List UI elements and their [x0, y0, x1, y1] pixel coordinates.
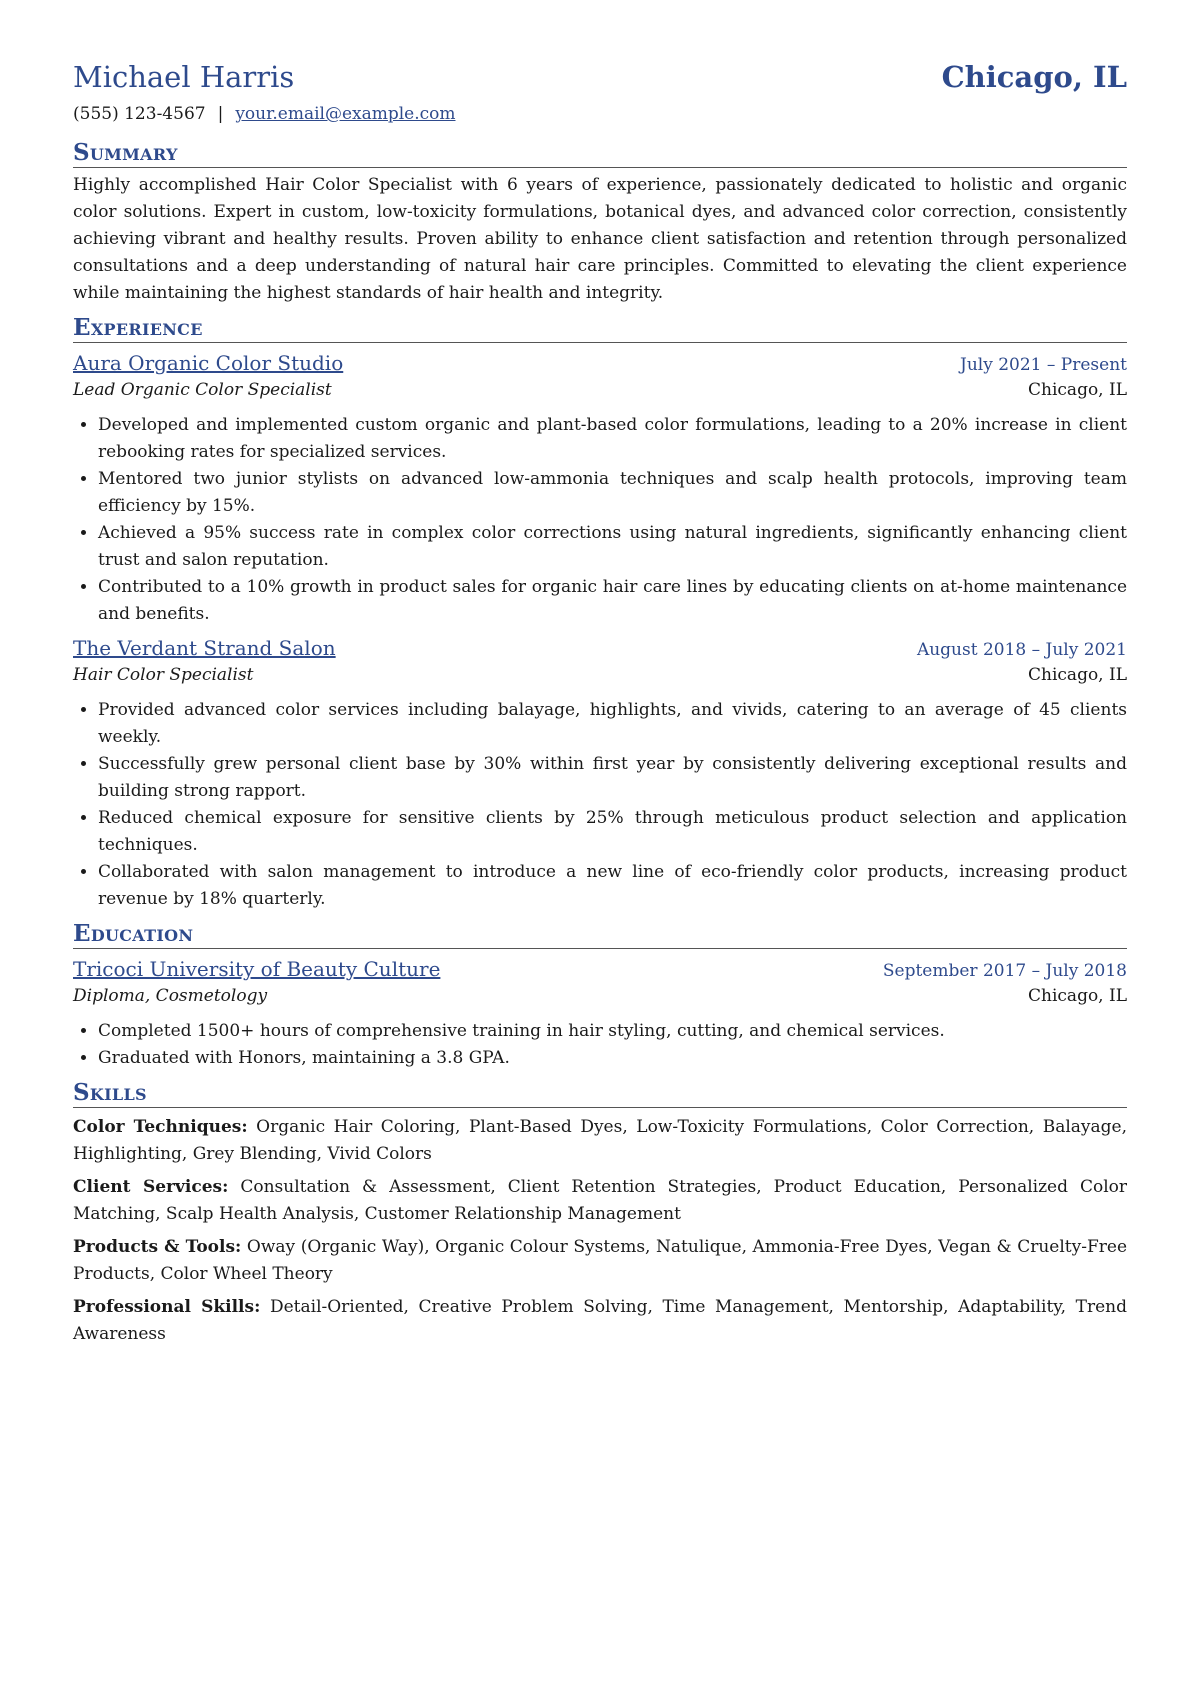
skill-group	[73, 1294, 1127, 1348]
skill-group	[73, 1174, 1127, 1228]
entry-dates: September 2017 – July 2018	[882, 961, 1127, 981]
candidate-name: Michael Harris	[73, 60, 295, 94]
skill-group-items: Organic Hair Coloring, Plant-Based Dyes, Low-Toxicity Formulations, Color Correction, Balayage, Highlighting, Grey Blending, Vivid Colors	[73, 1117, 1127, 1164]
entry-location: Chicago, IL	[1028, 986, 1127, 1006]
entry-location: Chicago, IL	[1028, 380, 1127, 400]
degree-title: Diploma, Cosmetology	[73, 986, 268, 1006]
job-title: Hair Color Specialist	[73, 665, 254, 685]
section-heading-experience: Experience	[73, 315, 1127, 343]
entry-location: Chicago, IL	[1028, 665, 1127, 685]
section-heading-education: Education	[73, 921, 1127, 949]
bullet-list	[73, 412, 1127, 628]
summary-paragraph: Highly accomplished Hair Color Specialist with 6 years of experience, passionately dedicated to holistic and organic color solutions. Expert in custom, low-toxicity formulations, botanical dyes, and advanced color correction, consistently achieving vibrant and healthy results. Proven ability to enhance client satisfaction and retention through personalized consultations and a deep understanding of natural hair care principles. Committed to elevating the client experience while maintaining the highest standards of hair health and integrity.	[73, 175, 1127, 303]
skill-group-label: Products & Tools:	[73, 1237, 242, 1257]
bullet-list	[73, 1018, 1127, 1072]
skill-group-label: Professional Skills:	[73, 1297, 261, 1317]
phone-number: (555) 123-4567	[73, 104, 206, 124]
bullet-item: • Successfully grew personal client base by 30% within first year by consistently delivering exceptional results and building strong rapport.	[98, 751, 1127, 805]
skill-group	[73, 1114, 1127, 1168]
skill-group-items: Consultation & Assessment, Client Retention Strategies, Product Education, Personalized Color Matching, Scalp Health Analysis, Customer Relationship Management	[73, 1177, 1127, 1224]
employer-link[interactable]: Aura Organic Color Studio	[73, 351, 344, 375]
entry-dates: July 2021 – Present	[960, 355, 1127, 375]
bullet-item: • Graduated with Honors, maintaining a 3.8 GPA.	[98, 1045, 1127, 1072]
experience-entry	[73, 349, 1127, 628]
resume-header	[73, 60, 1127, 94]
education-entry	[73, 955, 1127, 1072]
section-heading-skills: Skills	[73, 1080, 1127, 1108]
contact-separator: |	[217, 104, 224, 124]
email-link[interactable]: your.email@example.com	[235, 104, 456, 124]
skill-group	[73, 1234, 1127, 1288]
section-heading-summary: Summary	[73, 140, 1127, 168]
school-link[interactable]: Tricoci University of Beauty Culture	[73, 957, 441, 981]
bullet-item: • Mentored two junior stylists on advanced low-ammonia techniques and scalp health protocols, improving team efficiency by 15%.	[98, 466, 1127, 520]
experience-entry	[73, 634, 1127, 913]
job-title: Lead Organic Color Specialist	[73, 380, 332, 400]
bullet-item: • Developed and implemented custom organic and plant-based color formulations, leading to a 20% increase in client rebooking rates for specialized services.	[98, 412, 1127, 466]
bullet-item: • Provided advanced color services including balayage, highlights, and vivids, catering to an average of 45 clients weekly.	[98, 697, 1127, 751]
skill-group-label: Color Techniques:	[73, 1117, 248, 1137]
bullet-item: • Reduced chemical exposure for sensitive clients by 25% through meticulous product selection and application techniques.	[98, 805, 1127, 859]
bullet-item: • Collaborated with salon management to introduce a new line of eco-friendly color products, increasing product revenue by 18% quarterly.	[98, 859, 1127, 913]
skill-group-label: Client Services:	[73, 1177, 229, 1197]
employer-link[interactable]: The Verdant Strand Salon	[73, 636, 336, 660]
header-location: Chicago, IL	[941, 60, 1127, 94]
contact-line	[73, 104, 1127, 128]
bullet-item: • Contributed to a 10% growth in product sales for organic hair care lines by educating clients on at-home maintenance and benefits.	[98, 574, 1127, 628]
entry-dates: August 2018 – July 2021	[916, 640, 1127, 660]
bullet-item: • Achieved a 95% success rate in complex color corrections using natural ingredients, significantly enhancing client trust and salon reputation.	[98, 520, 1127, 574]
resume-page	[73, 60, 1127, 1348]
bullet-item: • Completed 1500+ hours of comprehensive training in hair styling, cutting, and chemical services.	[98, 1018, 1127, 1045]
skill-group-items: Oway (Organic Way), Organic Colour Systems, Natulique, Ammonia-Free Dyes, Vegan & Cruelty-Free Products, Color Wheel Theory	[73, 1237, 1128, 1284]
bullet-list	[73, 697, 1127, 913]
skill-group-items: Detail-Oriented, Creative Problem Solving, Time Management, Mentorship, Adaptability, Trend Awareness	[73, 1297, 1127, 1344]
